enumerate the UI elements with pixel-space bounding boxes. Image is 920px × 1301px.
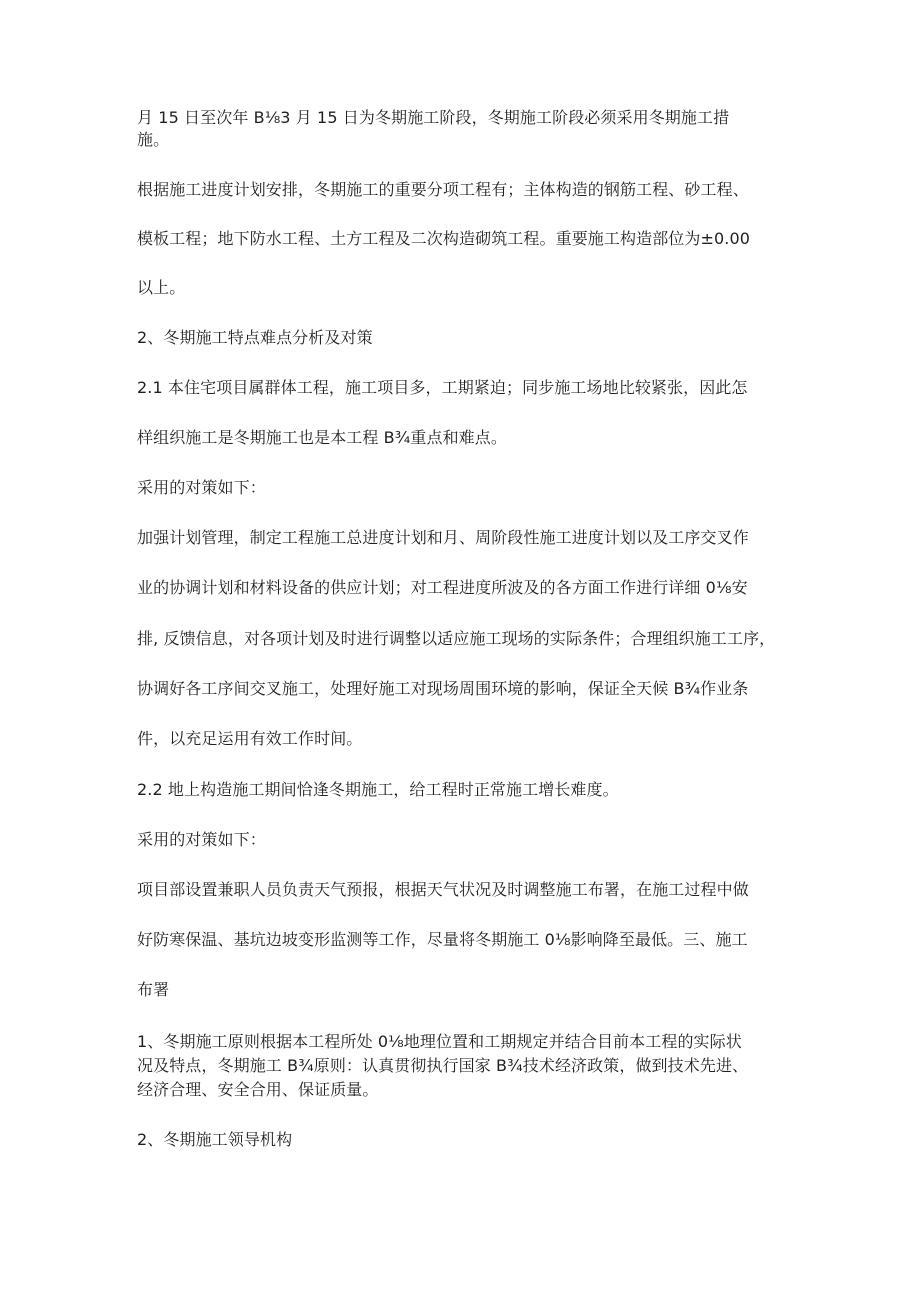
principle-line-2: 况及特点，冬期施工 B¾原则：认真贯彻执行国家 B¾技术经济政策，做到技术先进、 — [137, 1056, 749, 1075]
countermeasure-line-2: 业的协调计划和材料设备的供应计划；对工程进度所波及的各方面工作进行详细 0⅛安 — [137, 578, 748, 597]
countermeasure-label-1: 采用的对策如下： — [137, 478, 266, 497]
countermeasure-line-5: 件，以充足运用有效工作时间。 — [137, 729, 363, 748]
countermeasure-label-2: 采用的对策如下： — [137, 830, 266, 849]
subsection-line-2-1-b: 样组织施工是冬期施工也是本工程 B¾重点和难点。 — [137, 428, 507, 447]
paragraph-line-2: 施。 — [137, 130, 170, 149]
subsection-line-2-2: 2.2 地上构造施工期间恰逢冬期施工，给工程时正常施工增长难度。 — [137, 780, 619, 799]
subsection-line-2-1-a: 2.1 本住宅项目属群体工程，施工项目多，工期紧迫；同步施工场地比较紧张，因此怎 — [137, 378, 748, 397]
countermeasure-line-7: 好防寒保温、基坑边坡变形监测等工作，尽量将冬期施工 0⅛影响降至最低。三、施工 — [137, 930, 748, 949]
principle-line-3: 经济合理、安全合用、保证质量。 — [137, 1080, 379, 1099]
section-heading-leadership: 2、冬期施工领导机构 — [137, 1130, 293, 1149]
paragraph-line-1: 月 15 日至次年 B⅛3 月 15 日为冬期施工阶段，冬期施工阶段必须采用冬期施工措 — [137, 108, 730, 127]
countermeasure-line-6: 项目部设置兼职人员负责天气预报，根据天气状况及时调整施工布署，在施工过程中做 — [137, 880, 749, 899]
paragraph-line-4: 模板工程；地下防水工程、土方工程及二次构造砌筑工程。重要施工构造部位为±0.00 — [137, 229, 751, 248]
countermeasure-line-1: 加强计划管理，制定工程施工总进度计划和月、周阶段性施工进度计划以及工序交叉作 — [137, 528, 749, 547]
section-heading-3: 布署 — [137, 980, 170, 999]
paragraph-line-3: 根据施工进度计划安排，冬期施工的重要分项工程有；主体构造的钢筋工程、砂工程、 — [137, 180, 749, 199]
section-heading-2: 2、冬期施工特点难点分析及对策 — [137, 328, 373, 347]
paragraph-line-5: 以上。 — [137, 278, 186, 297]
countermeasure-line-3: 排, 反馈信息，对各项计划及时进行调整以适应施工现场的实际条件；合理组织施工工序， — [137, 629, 776, 648]
principle-line-1: 1、冬期施工原则根据本工程所处 0⅛地理位置和工期规定并结合目前本工程的实际状 — [137, 1032, 742, 1051]
countermeasure-line-4: 协调好各工序间交叉施工，处理好施工对现场周围环境的影响，保证全天候 B¾作业条 — [137, 679, 749, 698]
